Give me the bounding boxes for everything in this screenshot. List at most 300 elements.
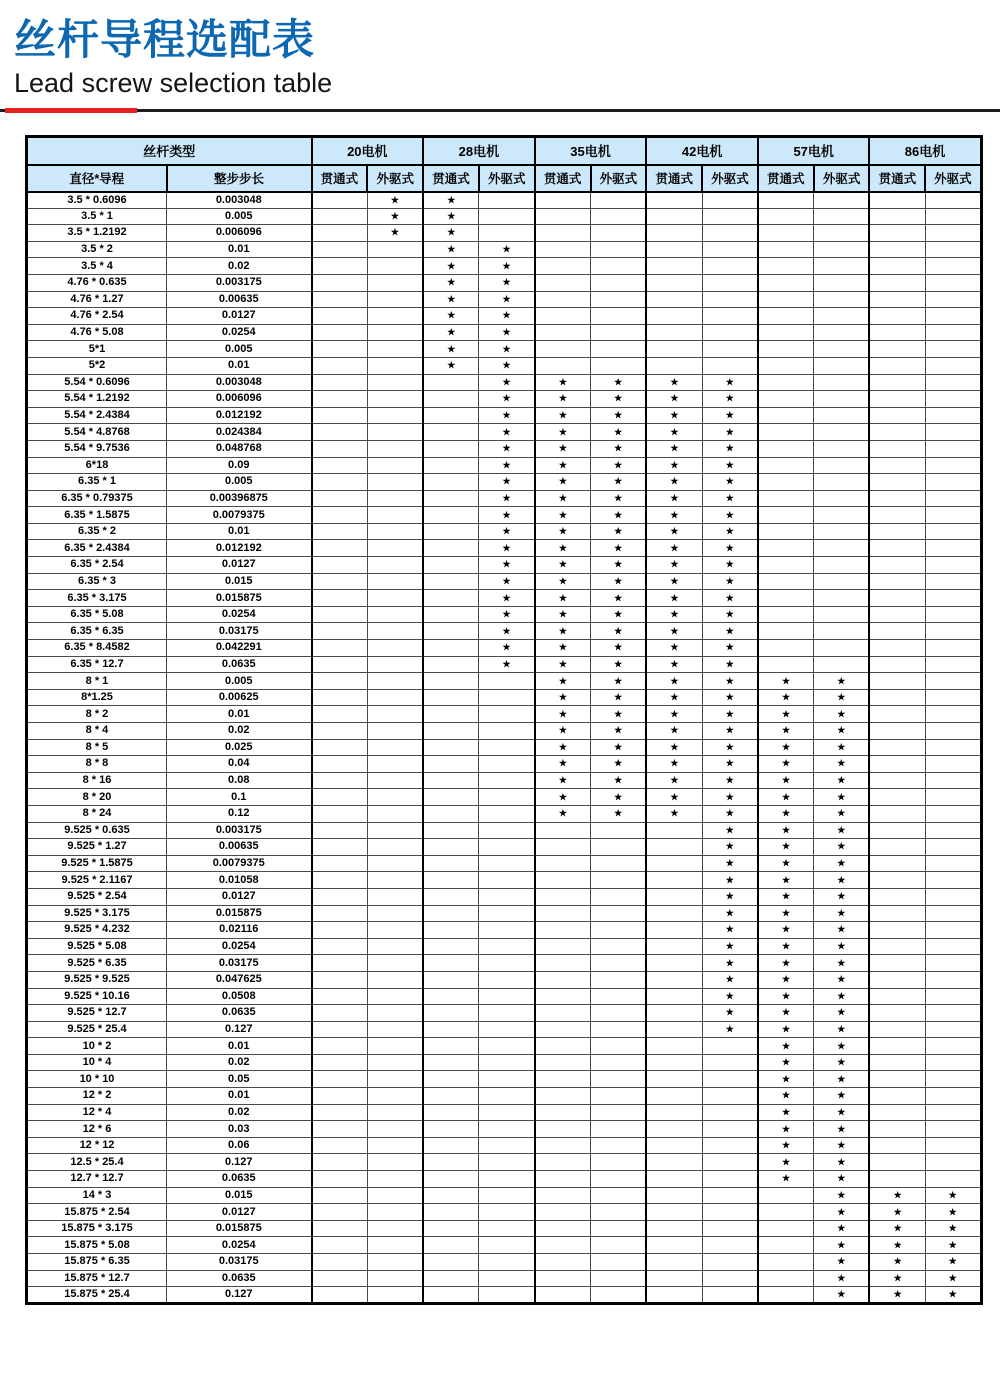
spec-cell: 10 * 10 xyxy=(27,1071,167,1088)
star-marker-cell: ★ xyxy=(591,772,647,789)
empty-cell xyxy=(925,1038,981,1055)
empty-cell xyxy=(535,872,591,889)
star-marker-cell: ★ xyxy=(702,474,758,491)
empty-cell xyxy=(423,1038,479,1055)
empty-cell xyxy=(702,208,758,225)
empty-cell xyxy=(814,391,870,408)
empty-cell xyxy=(535,208,591,225)
star-marker-cell: ★ xyxy=(646,407,702,424)
empty-cell xyxy=(312,606,368,623)
table-row xyxy=(27,872,982,889)
empty-cell xyxy=(312,756,368,773)
empty-cell xyxy=(702,1171,758,1188)
star-marker-cell: ★ xyxy=(814,1154,870,1171)
empty-cell xyxy=(479,971,535,988)
spec-cell: 8 * 8 xyxy=(27,756,167,773)
empty-cell xyxy=(925,590,981,607)
empty-cell xyxy=(925,888,981,905)
table-row xyxy=(27,1088,982,1105)
empty-cell xyxy=(925,507,981,524)
star-marker-cell: ★ xyxy=(814,689,870,706)
star-marker-cell: ★ xyxy=(814,855,870,872)
empty-cell xyxy=(367,723,423,740)
empty-cell xyxy=(312,723,368,740)
empty-cell xyxy=(591,922,647,939)
spec-cell: 6.35 * 2.4384 xyxy=(27,540,167,557)
spec-cell: 15.875 * 6.35 xyxy=(27,1254,167,1271)
empty-cell xyxy=(591,225,647,242)
table-body xyxy=(27,192,982,1304)
through-type-header: 贯通式 xyxy=(758,165,814,192)
star-marker-cell: ★ xyxy=(814,872,870,889)
star-marker-cell: ★ xyxy=(814,955,870,972)
spec-cell: 6.35 * 1.5875 xyxy=(27,507,167,524)
empty-cell xyxy=(758,357,814,374)
empty-cell xyxy=(535,274,591,291)
empty-cell xyxy=(367,590,423,607)
empty-cell xyxy=(312,573,368,590)
empty-cell xyxy=(869,756,925,773)
empty-cell xyxy=(869,523,925,540)
empty-cell xyxy=(367,1038,423,1055)
star-marker-cell: ★ xyxy=(758,1088,814,1105)
spec-cell: 15.875 * 5.08 xyxy=(27,1237,167,1254)
empty-cell xyxy=(367,1088,423,1105)
empty-cell xyxy=(423,1220,479,1237)
star-marker-cell: ★ xyxy=(535,623,591,640)
empty-cell xyxy=(814,291,870,308)
star-marker-cell: ★ xyxy=(591,374,647,391)
empty-cell xyxy=(367,341,423,358)
empty-cell xyxy=(423,905,479,922)
star-marker-cell: ★ xyxy=(758,855,814,872)
star-marker-cell: ★ xyxy=(814,1220,870,1237)
empty-cell xyxy=(925,756,981,773)
empty-cell xyxy=(702,341,758,358)
star-marker-cell: ★ xyxy=(479,374,535,391)
star-marker-cell: ★ xyxy=(758,938,814,955)
empty-cell xyxy=(814,640,870,657)
empty-cell xyxy=(535,1121,591,1138)
empty-cell xyxy=(591,839,647,856)
table-row xyxy=(27,407,982,424)
empty-cell xyxy=(367,1154,423,1171)
empty-cell xyxy=(646,938,702,955)
star-marker-cell: ★ xyxy=(479,523,535,540)
empty-cell xyxy=(479,938,535,955)
star-marker-cell: ★ xyxy=(591,756,647,773)
external-drive-header: 外驱式 xyxy=(925,165,981,192)
empty-cell xyxy=(646,241,702,258)
star-marker-cell: ★ xyxy=(535,656,591,673)
star-marker-cell: ★ xyxy=(758,1137,814,1154)
empty-cell xyxy=(423,938,479,955)
step-cell: 0.09 xyxy=(167,457,312,474)
empty-cell xyxy=(312,1237,368,1254)
star-marker-cell: ★ xyxy=(591,474,647,491)
empty-cell xyxy=(367,407,423,424)
star-marker-cell: ★ xyxy=(479,640,535,657)
empty-cell xyxy=(702,258,758,275)
empty-cell xyxy=(479,225,535,242)
empty-cell xyxy=(925,805,981,822)
star-marker-cell: ★ xyxy=(423,274,479,291)
star-marker-cell: ★ xyxy=(869,1187,925,1204)
star-marker-cell: ★ xyxy=(814,789,870,806)
empty-cell xyxy=(925,938,981,955)
star-marker-cell: ★ xyxy=(646,424,702,441)
star-marker-cell: ★ xyxy=(423,291,479,308)
empty-cell xyxy=(925,457,981,474)
empty-cell xyxy=(312,872,368,889)
empty-cell xyxy=(479,1171,535,1188)
star-marker-cell: ★ xyxy=(591,540,647,557)
star-marker-cell: ★ xyxy=(814,805,870,822)
empty-cell xyxy=(925,839,981,856)
star-marker-cell: ★ xyxy=(869,1287,925,1304)
table-row xyxy=(27,1054,982,1071)
empty-cell xyxy=(758,656,814,673)
table-row xyxy=(27,258,982,275)
empty-cell xyxy=(312,1171,368,1188)
empty-cell xyxy=(869,308,925,325)
empty-cell xyxy=(758,1204,814,1221)
spec-cell: 15.875 * 2.54 xyxy=(27,1204,167,1221)
empty-cell xyxy=(312,938,368,955)
star-marker-cell: ★ xyxy=(646,656,702,673)
empty-cell xyxy=(925,656,981,673)
step-cell: 0.03 xyxy=(167,1121,312,1138)
star-marker-cell: ★ xyxy=(591,490,647,507)
star-marker-cell: ★ xyxy=(702,424,758,441)
empty-cell xyxy=(646,1287,702,1304)
empty-cell xyxy=(646,1254,702,1271)
empty-cell xyxy=(423,540,479,557)
spec-cell: 3.5 * 4 xyxy=(27,258,167,275)
empty-cell xyxy=(535,822,591,839)
table-row xyxy=(27,988,982,1005)
empty-cell xyxy=(814,474,870,491)
star-marker-cell: ★ xyxy=(702,656,758,673)
empty-cell xyxy=(702,192,758,209)
empty-cell xyxy=(869,274,925,291)
spec-cell: 10 * 2 xyxy=(27,1038,167,1055)
empty-cell xyxy=(814,440,870,457)
empty-cell xyxy=(479,872,535,889)
empty-cell xyxy=(758,540,814,557)
empty-cell xyxy=(479,1287,535,1304)
step-cell: 0.02 xyxy=(167,1054,312,1071)
empty-cell xyxy=(814,258,870,275)
star-marker-cell: ★ xyxy=(814,822,870,839)
empty-cell xyxy=(312,706,368,723)
empty-cell xyxy=(646,357,702,374)
table-row xyxy=(27,1104,982,1121)
empty-cell xyxy=(758,225,814,242)
table-row xyxy=(27,192,982,209)
star-marker-cell: ★ xyxy=(814,1187,870,1204)
table-row xyxy=(27,606,982,623)
empty-cell xyxy=(646,839,702,856)
empty-cell xyxy=(423,1088,479,1105)
star-marker-cell: ★ xyxy=(591,656,647,673)
star-marker-cell: ★ xyxy=(814,756,870,773)
star-marker-cell: ★ xyxy=(591,573,647,590)
star-marker-cell: ★ xyxy=(925,1287,981,1304)
empty-cell xyxy=(925,872,981,889)
empty-cell xyxy=(646,1021,702,1038)
empty-cell xyxy=(758,573,814,590)
page-title-chinese: 丝杆导程选配表 xyxy=(14,16,316,63)
star-marker-cell: ★ xyxy=(814,1270,870,1287)
star-marker-cell: ★ xyxy=(646,573,702,590)
star-marker-cell: ★ xyxy=(423,241,479,258)
star-marker-cell: ★ xyxy=(646,557,702,574)
step-cell: 0.01 xyxy=(167,357,312,374)
empty-cell xyxy=(646,1204,702,1221)
star-marker-cell: ★ xyxy=(702,590,758,607)
empty-cell xyxy=(814,490,870,507)
empty-cell xyxy=(869,955,925,972)
empty-cell xyxy=(367,540,423,557)
empty-cell xyxy=(925,291,981,308)
spec-cell: 9.525 * 5.08 xyxy=(27,938,167,955)
step-cell: 0.0127 xyxy=(167,308,312,325)
empty-cell xyxy=(423,673,479,690)
step-cell: 0.012192 xyxy=(167,407,312,424)
empty-cell xyxy=(869,1038,925,1055)
empty-cell xyxy=(646,1270,702,1287)
empty-cell xyxy=(423,772,479,789)
empty-cell xyxy=(925,855,981,872)
empty-cell xyxy=(312,905,368,922)
empty-cell xyxy=(702,324,758,341)
spec-cell: 9.525 * 9.525 xyxy=(27,971,167,988)
star-marker-cell: ★ xyxy=(702,888,758,905)
star-marker-cell: ★ xyxy=(814,971,870,988)
empty-cell xyxy=(925,540,981,557)
star-marker-cell: ★ xyxy=(591,739,647,756)
spec-cell: 8 * 4 xyxy=(27,723,167,740)
empty-cell xyxy=(869,474,925,491)
empty-cell xyxy=(367,1237,423,1254)
star-marker-cell: ★ xyxy=(535,590,591,607)
empty-cell xyxy=(312,523,368,540)
empty-cell xyxy=(479,1137,535,1154)
star-marker-cell: ★ xyxy=(646,673,702,690)
spec-cell: 9.525 * 12.7 xyxy=(27,1005,167,1022)
empty-cell xyxy=(367,1254,423,1271)
empty-cell xyxy=(925,623,981,640)
empty-cell xyxy=(535,1220,591,1237)
star-marker-cell: ★ xyxy=(535,673,591,690)
star-marker-cell: ★ xyxy=(702,374,758,391)
star-marker-cell: ★ xyxy=(702,673,758,690)
table-row xyxy=(27,855,982,872)
star-marker-cell: ★ xyxy=(814,1237,870,1254)
spec-cell: 6.35 * 8.4582 xyxy=(27,640,167,657)
step-cell: 0.003048 xyxy=(167,374,312,391)
spec-cell: 8 * 1 xyxy=(27,673,167,690)
star-marker-cell: ★ xyxy=(423,225,479,242)
empty-cell xyxy=(479,905,535,922)
empty-cell xyxy=(367,1121,423,1138)
empty-cell xyxy=(535,1254,591,1271)
star-marker-cell: ★ xyxy=(535,407,591,424)
empty-cell xyxy=(869,656,925,673)
spec-cell: 15.875 * 25.4 xyxy=(27,1287,167,1304)
empty-cell xyxy=(312,424,368,441)
empty-cell xyxy=(758,374,814,391)
step-cell: 0.005 xyxy=(167,208,312,225)
empty-cell xyxy=(869,1088,925,1105)
empty-cell xyxy=(758,507,814,524)
empty-cell xyxy=(814,274,870,291)
empty-cell xyxy=(367,1187,423,1204)
empty-cell xyxy=(423,1287,479,1304)
empty-cell xyxy=(702,1121,758,1138)
star-marker-cell: ★ xyxy=(367,208,423,225)
empty-cell xyxy=(367,241,423,258)
table-row xyxy=(27,1154,982,1171)
empty-cell xyxy=(367,474,423,491)
empty-cell xyxy=(591,988,647,1005)
step-cell: 0.04 xyxy=(167,756,312,773)
empty-cell xyxy=(479,805,535,822)
external-drive-header: 外驱式 xyxy=(367,165,423,192)
star-marker-cell: ★ xyxy=(702,557,758,574)
star-marker-cell: ★ xyxy=(479,357,535,374)
table-row xyxy=(27,590,982,607)
empty-cell xyxy=(312,739,368,756)
star-marker-cell: ★ xyxy=(591,557,647,574)
empty-cell xyxy=(702,357,758,374)
spec-cell: 3.5 * 2 xyxy=(27,241,167,258)
table-row xyxy=(27,739,982,756)
empty-cell xyxy=(925,391,981,408)
step-cell: 0.02 xyxy=(167,1104,312,1121)
star-marker-cell: ★ xyxy=(535,723,591,740)
empty-cell xyxy=(758,274,814,291)
empty-cell xyxy=(312,208,368,225)
spec-cell: 9.525 * 25.4 xyxy=(27,1021,167,1038)
empty-cell xyxy=(535,905,591,922)
spec-cell: 4.76 * 2.54 xyxy=(27,308,167,325)
spec-cell: 6.35 * 5.08 xyxy=(27,606,167,623)
empty-cell xyxy=(312,822,368,839)
empty-cell xyxy=(423,1137,479,1154)
star-marker-cell: ★ xyxy=(814,1038,870,1055)
empty-cell xyxy=(758,1237,814,1254)
empty-cell xyxy=(758,474,814,491)
step-cell: 0.0635 xyxy=(167,1171,312,1188)
external-drive-header: 外驱式 xyxy=(479,165,535,192)
table-row xyxy=(27,523,982,540)
star-marker-cell: ★ xyxy=(646,391,702,408)
star-marker-cell: ★ xyxy=(423,308,479,325)
table-row xyxy=(27,971,982,988)
spec-cell: 9.525 * 1.27 xyxy=(27,839,167,856)
empty-cell xyxy=(925,523,981,540)
star-marker-cell: ★ xyxy=(758,822,814,839)
empty-cell xyxy=(479,1005,535,1022)
empty-cell xyxy=(591,888,647,905)
empty-cell xyxy=(646,1005,702,1022)
star-marker-cell: ★ xyxy=(814,673,870,690)
star-marker-cell: ★ xyxy=(702,440,758,457)
star-marker-cell: ★ xyxy=(702,606,758,623)
star-marker-cell: ★ xyxy=(814,839,870,856)
star-marker-cell: ★ xyxy=(479,573,535,590)
spec-cell: 12.7 * 12.7 xyxy=(27,1171,167,1188)
spec-cell: 9.525 * 0.635 xyxy=(27,822,167,839)
empty-cell xyxy=(312,1254,368,1271)
empty-cell xyxy=(535,1088,591,1105)
empty-cell xyxy=(367,391,423,408)
lead-screw-selection-table xyxy=(25,135,983,1305)
empty-cell xyxy=(367,689,423,706)
spec-cell: 6.35 * 2.54 xyxy=(27,557,167,574)
empty-cell xyxy=(925,258,981,275)
star-marker-cell: ★ xyxy=(646,805,702,822)
star-marker-cell: ★ xyxy=(925,1204,981,1221)
empty-cell xyxy=(479,1220,535,1237)
empty-cell xyxy=(591,308,647,325)
table-row xyxy=(27,1121,982,1138)
empty-cell xyxy=(591,192,647,209)
step-cell: 0.0127 xyxy=(167,888,312,905)
empty-cell xyxy=(312,1154,368,1171)
motor-group-header-1: 20电机 xyxy=(312,137,424,165)
table-row xyxy=(27,805,982,822)
table-row xyxy=(27,1254,982,1271)
empty-cell xyxy=(312,623,368,640)
empty-cell xyxy=(869,1154,925,1171)
empty-cell xyxy=(925,374,981,391)
empty-cell xyxy=(423,706,479,723)
star-marker-cell: ★ xyxy=(814,988,870,1005)
empty-cell xyxy=(702,1071,758,1088)
empty-cell xyxy=(758,623,814,640)
empty-cell xyxy=(702,1137,758,1154)
spec-cell: 5.54 * 9.7536 xyxy=(27,440,167,457)
table-row xyxy=(27,1021,982,1038)
empty-cell xyxy=(423,391,479,408)
empty-cell xyxy=(869,440,925,457)
empty-cell xyxy=(423,839,479,856)
table-header xyxy=(27,137,982,192)
step-cell: 0.00625 xyxy=(167,689,312,706)
empty-cell xyxy=(367,623,423,640)
through-type-header: 贯通式 xyxy=(312,165,368,192)
empty-cell xyxy=(869,590,925,607)
star-marker-cell: ★ xyxy=(869,1270,925,1287)
empty-cell xyxy=(479,789,535,806)
empty-cell xyxy=(312,192,368,209)
empty-cell xyxy=(312,1088,368,1105)
spec-cell: 4.76 * 0.635 xyxy=(27,274,167,291)
star-marker-cell: ★ xyxy=(702,839,758,856)
table-row xyxy=(27,225,982,242)
empty-cell xyxy=(423,1254,479,1271)
empty-cell xyxy=(591,938,647,955)
star-marker-cell: ★ xyxy=(535,424,591,441)
empty-cell xyxy=(925,225,981,242)
empty-cell xyxy=(591,822,647,839)
empty-cell xyxy=(869,606,925,623)
empty-cell xyxy=(758,324,814,341)
empty-cell xyxy=(479,1104,535,1121)
